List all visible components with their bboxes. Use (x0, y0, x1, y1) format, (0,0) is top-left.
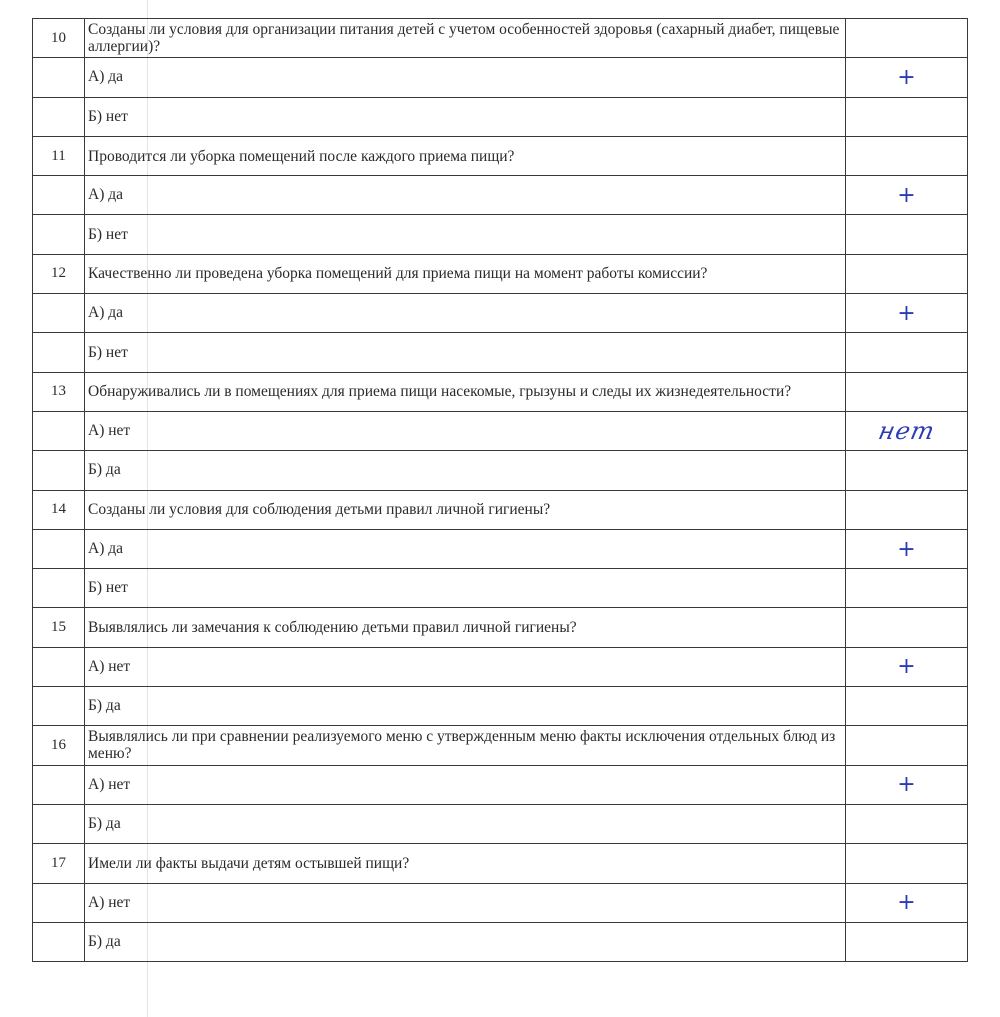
option-row (33, 294, 968, 333)
question-text: Созданы ли условия для организации питания детей с учетом особенностей здоровья (сахарный диабет, пищевые аллергии)? (85, 19, 846, 58)
option-label: А) да (85, 294, 846, 333)
answer-cell (846, 608, 968, 647)
option-row (33, 922, 968, 961)
handwritten-mark: + (897, 536, 916, 562)
question-row (33, 19, 968, 58)
question-text: Качественно ли проведена уборка помещений для приема пищи на момент работы комиссии? (85, 254, 846, 293)
question-number: 10 (33, 19, 85, 58)
option-label: Б) нет (85, 97, 846, 136)
option-row (33, 451, 968, 490)
empty-number-cell (33, 294, 85, 333)
answer-cell (846, 294, 968, 333)
question-row (33, 726, 968, 765)
answer-cell (846, 883, 968, 922)
answer-cell (846, 58, 968, 97)
empty-number-cell (33, 647, 85, 686)
handwritten-mark: + (897, 654, 916, 680)
handwritten-mark: + (897, 890, 916, 916)
option-label: А) нет (85, 411, 846, 450)
empty-number-cell (33, 569, 85, 608)
handwritten-mark: + (897, 64, 916, 90)
empty-number-cell (33, 451, 85, 490)
answer-cell (846, 176, 968, 215)
question-number: 11 (33, 136, 85, 175)
answer-cell (846, 136, 968, 175)
question-row (33, 136, 968, 175)
answer-cell (846, 647, 968, 686)
option-row (33, 97, 968, 136)
answer-cell (846, 451, 968, 490)
empty-number-cell (33, 58, 85, 97)
option-label: А) нет (85, 765, 846, 804)
question-text: Проводится ли уборка помещений после каждого приема пищи? (85, 136, 846, 175)
empty-number-cell (33, 765, 85, 804)
question-row (33, 608, 968, 647)
answer-cell (846, 97, 968, 136)
option-row (33, 529, 968, 568)
option-label: Б) да (85, 922, 846, 961)
question-row (33, 254, 968, 293)
answer-cell (846, 726, 968, 765)
question-text: Имели ли факты выдачи детям остывшей пищи? (85, 844, 846, 883)
handwritten-mark: + (897, 300, 916, 326)
answer-cell (846, 333, 968, 372)
option-label: Б) да (85, 804, 846, 843)
option-label: Б) да (85, 451, 846, 490)
answer-cell (846, 687, 968, 726)
question-row (33, 844, 968, 883)
answer-cell (846, 804, 968, 843)
answer-cell (846, 529, 968, 568)
empty-number-cell (33, 687, 85, 726)
empty-number-cell (33, 883, 85, 922)
option-label: А) да (85, 58, 846, 97)
handwritten-mark: нет (875, 417, 938, 446)
option-label: А) нет (85, 647, 846, 686)
answer-cell (846, 490, 968, 529)
question-text: Выявлялись ли замечания к соблюдению детьми правил личной гигиены? (85, 608, 846, 647)
answer-cell (846, 922, 968, 961)
empty-number-cell (33, 176, 85, 215)
option-label: Б) нет (85, 569, 846, 608)
option-label: А) да (85, 176, 846, 215)
question-number: 15 (33, 608, 85, 647)
option-row (33, 215, 968, 254)
handwritten-mark: + (897, 772, 916, 798)
question-row (33, 372, 968, 411)
option-row (33, 411, 968, 450)
empty-number-cell (33, 215, 85, 254)
option-row (33, 804, 968, 843)
survey-table (32, 18, 968, 962)
option-row (33, 765, 968, 804)
option-row (33, 647, 968, 686)
option-row (33, 58, 968, 97)
answer-cell (846, 215, 968, 254)
answer-cell (846, 19, 968, 58)
option-label: А) да (85, 529, 846, 568)
question-number: 14 (33, 490, 85, 529)
option-row (33, 333, 968, 372)
empty-number-cell (33, 97, 85, 136)
answer-cell (846, 372, 968, 411)
answer-cell (846, 254, 968, 293)
question-number: 13 (33, 372, 85, 411)
answer-cell (846, 569, 968, 608)
answer-cell (846, 411, 968, 450)
question-number: 17 (33, 844, 85, 883)
answer-cell (846, 844, 968, 883)
option-row (33, 569, 968, 608)
empty-number-cell (33, 333, 85, 372)
question-row (33, 490, 968, 529)
handwritten-mark: + (897, 182, 916, 208)
empty-number-cell (33, 529, 85, 568)
survey-body (33, 19, 968, 962)
question-number: 12 (33, 254, 85, 293)
option-label: А) нет (85, 883, 846, 922)
question-text: Созданы ли условия для соблюдения детьми правил личной гигиены? (85, 490, 846, 529)
option-label: Б) нет (85, 333, 846, 372)
answer-cell (846, 765, 968, 804)
option-row (33, 883, 968, 922)
option-label: Б) нет (85, 215, 846, 254)
question-text: Выявлялись ли при сравнении реализуемого меню с утвержденным меню факты исключения отдельных блюд из меню? (85, 726, 846, 765)
question-text: Обнаруживались ли в помещениях для приема пищи насекомые, грызуны и следы их жизнедеятельности? (85, 372, 846, 411)
empty-number-cell (33, 411, 85, 450)
option-row (33, 687, 968, 726)
empty-number-cell (33, 804, 85, 843)
option-label: Б) да (85, 687, 846, 726)
option-row (33, 176, 968, 215)
empty-number-cell (33, 922, 85, 961)
question-number: 16 (33, 726, 85, 765)
